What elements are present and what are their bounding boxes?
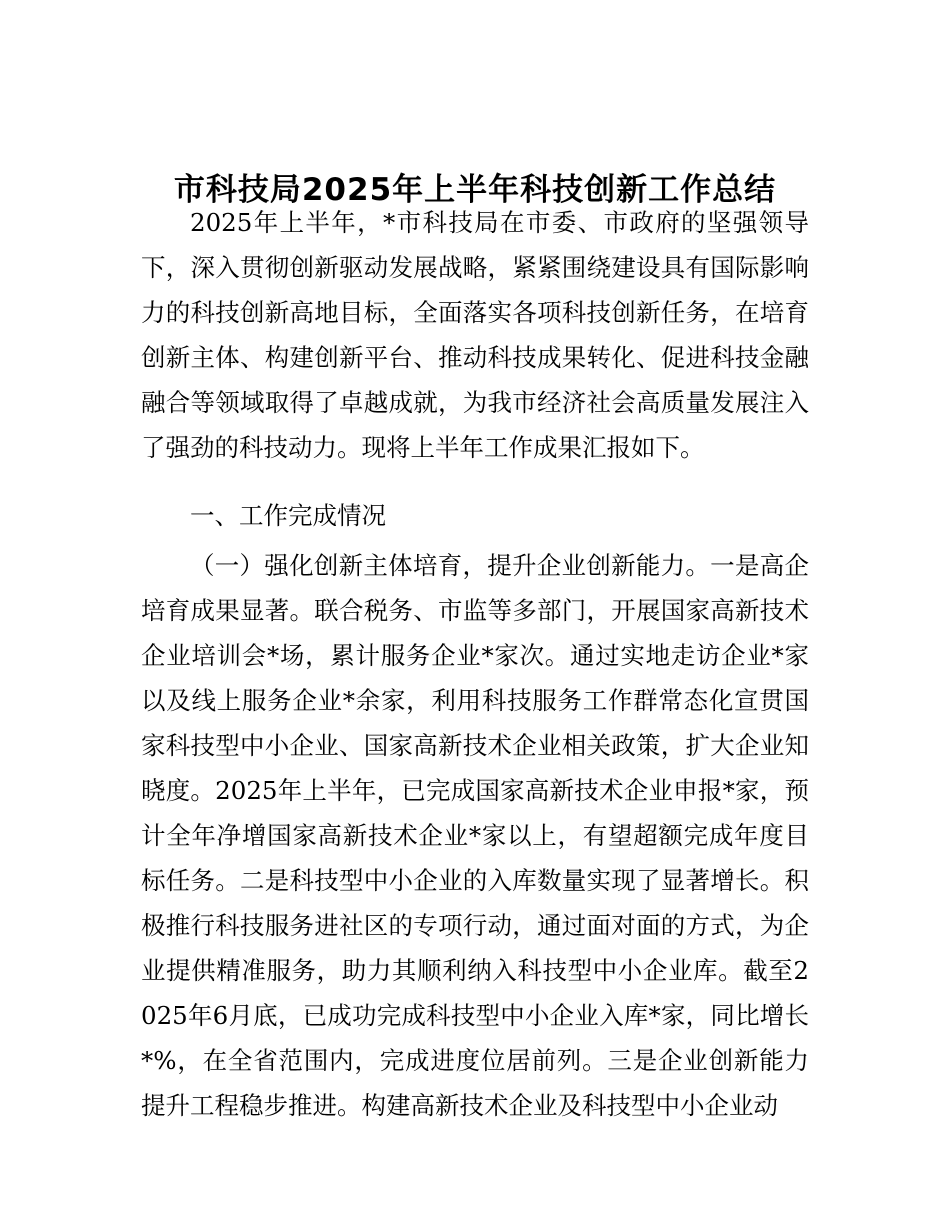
- intro-paragraph: 2025年上半年，*市科技局在市委、市政府的坚强领导下，深入贯彻创新驱动发展战略，紧紧围绕建设具有国际影响力的科技创新高地目标，全面落实各项科技创新任务，在培育创新主体、构建创新平台、推动科技成果转化、促进科技金融融合等领域取得了卓越成就，为我市经济社会高质量发展注入了强劲的科技动力。现将上半年工作成果汇报如下。: [141, 208, 809, 462]
- section-heading: 一、工作完成情况: [190, 501, 386, 530]
- section-paragraph: （一）强化创新主体培育，提升企业创新能力。一是高企培育成果显著。联合税务、市监等多部门，开展国家高新技术企业培训会*场，累计服务企业*家次。通过实地走访企业*家以及线上服务企业*余家，利用科技服务工作群常态化宣贯国家科技型中小企业、国家高新技术企业相关政策，扩大企业知晓度。2025年上半年，已完成国家高新技术企业申报*家，预计全年净增国家高新技术企业*家以上，有望超额完成年度目标任务。二是科技型中小企业的入库数量实现了显著增长。积极推行科技服务进社区的专项行动，通过面对面的方式，为企业提供精准服务，助力其顺利纳入科技型中小企业库。截至2025年6月底，已成功完成科技型中小企业入库*家，同比增长*%，在全省范围内，完成进度位居前列。三是企业创新能力提升工程稳步推进。构建高新技术企业及科技型中小企业动: [141, 551, 809, 1120]
- document-title: 市科技局2025年上半年科技创新工作总结: [173, 172, 777, 208]
